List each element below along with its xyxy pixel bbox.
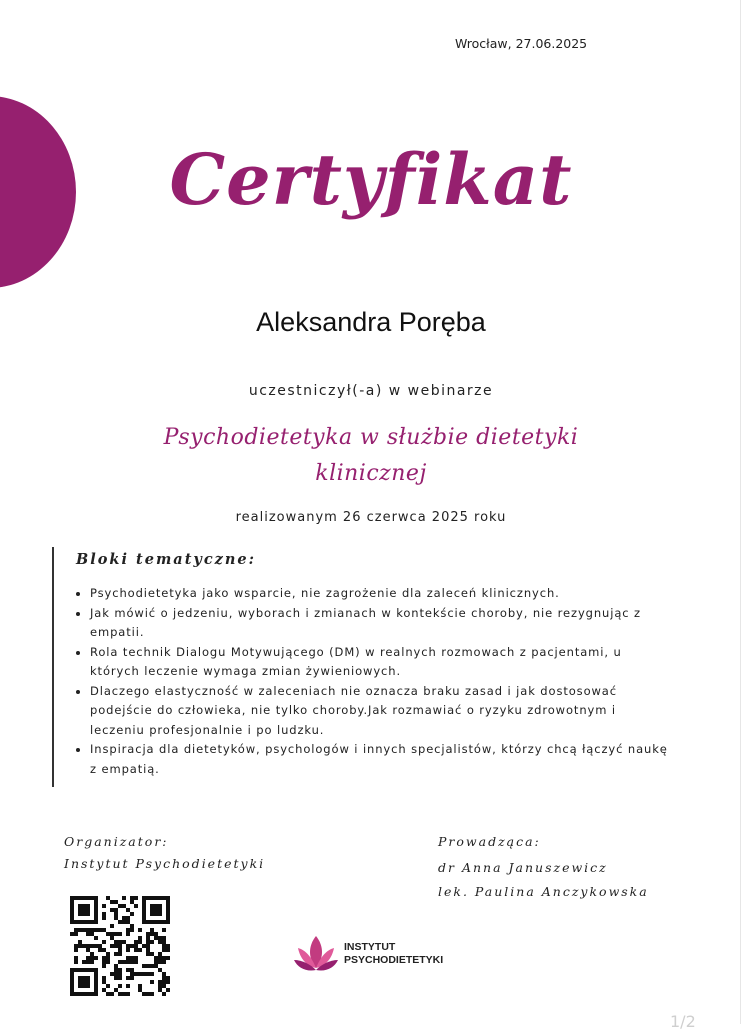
topics-list (76, 584, 672, 779)
lead-name: dr Anna Januszewicz (438, 860, 608, 875)
topics-heading: Bloki tematyczne: (76, 551, 257, 568)
topic-item: • Dlaczego elastyczność w zaleceniach nie oznacza braku zasad i jak dostosować podejście do człowieka, nie tylko choroby.Jak rozmawiać o ryzyku zdrowotnym i leczeniu profesjonalnie i po ludzku. (90, 682, 672, 741)
logo-text (344, 941, 443, 967)
topic-item: • Psychodietetyka jako wsparcie, nie zagrożenie dla zaleceń klinicznych. (90, 584, 672, 604)
certificate-date: Wrocław, 27.06.2025 (455, 36, 588, 51)
lead-name: lek. Paulina Anczykowska (438, 884, 649, 899)
certificate-title: Certyfikat (169, 138, 573, 221)
topic-item: • Inspiracja dla dietetyków, psychologów i innych specjalistów, którzy chcą łączyć naukę z empatią. (90, 740, 672, 779)
recipient-name: Aleksandra Poręba (256, 307, 486, 337)
webinar-title: Psychodietetyka w służbie dietetyki klinicznej (163, 425, 579, 486)
page-indicator: 1/2 (670, 1012, 696, 1031)
participation-text: uczestniczył(-a) w webinarze (248, 383, 494, 399)
lotus-icon (292, 932, 340, 976)
qr-code-icon (70, 896, 170, 996)
logo-line: PSYCHODIETETYKI (344, 954, 444, 966)
organizer-label: Organizator: (64, 834, 169, 849)
realized-date-text: realizowanym 26 czerwca 2025 roku (235, 510, 507, 525)
lead-label: Prowadząca: (438, 834, 541, 849)
institute-logo (292, 932, 443, 976)
lead-names (438, 856, 649, 904)
organizer-name: Instytut Psychodietetyki (64, 856, 266, 871)
topic-item: • Jak mówić o jedzeniu, wyborach i zmianach w kontekście choroby, nie rezygnując z empatii. (90, 604, 672, 643)
logo-line: INSTYTUT (344, 941, 396, 953)
topic-item: • Rola technik Dialogu Motywującego (DM) w realnych rozmowach z pacjentami, u których leczenie wymaga zmian żywieniowych. (90, 643, 672, 682)
topics-block (52, 547, 672, 787)
